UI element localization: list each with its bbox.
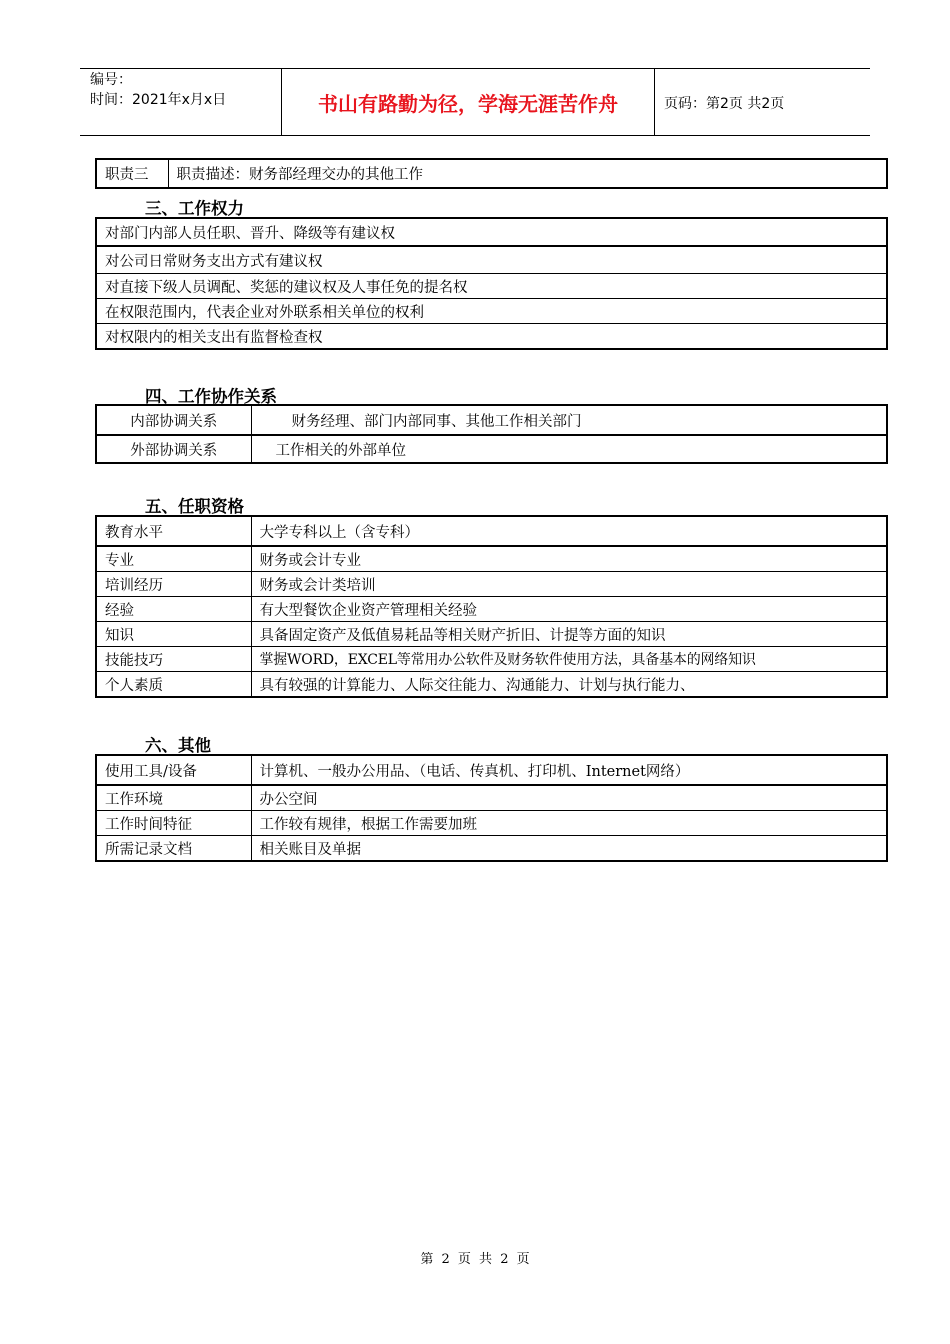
header-top-rule [80, 68, 870, 69]
table-row [96, 274, 887, 299]
authority-item: 在权限范围内，代表企业对外联系相关单位的权利 [96, 299, 887, 324]
page-footer: 第 2 页 共 2 页 [420, 1252, 530, 1267]
duty-label: 职责三 [96, 159, 168, 188]
qualification-value: 财务或会计专业 [251, 546, 887, 572]
other-label: 使用工具/设备 [96, 755, 251, 785]
qualification-value: 有大型餐饮企业资产管理相关经验 [251, 597, 887, 622]
other-label: 工作时间特征 [96, 811, 251, 836]
authority-item: 对部门内部人员任职、晋升、降级等有建议权 [96, 218, 887, 246]
qualification-label: 培训经历 [96, 572, 251, 597]
qualification-label: 知识 [96, 622, 251, 647]
qualification-value: 掌握WORD，EXCEL等常用办公软件及财务软件使用方法，具备基本的网络知识 [251, 647, 887, 672]
table-row [96, 299, 887, 324]
qualification-value: 具有较强的计算能力、人际交往能力、沟通能力、计划与执行能力、 [251, 672, 887, 698]
document-number: 编号： [90, 72, 132, 88]
table-row [96, 622, 887, 647]
duty-table [95, 158, 888, 189]
table-row [96, 218, 887, 246]
qualification-table [95, 515, 888, 698]
other-value: 工作较有规律，根据工作需要加班 [251, 811, 887, 836]
collaboration-table [95, 404, 888, 464]
table-row [96, 647, 887, 672]
collaboration-label: 内部协调关系 [96, 405, 251, 435]
collaboration-value: 工作相关的外部单位 [251, 435, 887, 463]
table-row [96, 516, 887, 546]
other-label: 所需记录文档 [96, 836, 251, 862]
document-date: 时间：2021年x月x日 [90, 92, 227, 108]
authority-item: 对公司日常财务支出方式有建议权 [96, 246, 887, 274]
qualification-label: 教育水平 [96, 516, 251, 546]
section-title: 四、工作协作关系 [145, 387, 277, 406]
other-value: 办公空间 [251, 785, 887, 811]
header-page-number: 页码：第2页 共2页 [664, 96, 785, 112]
header-motto: 书山有路勤为径，学海无涯苦作舟 [318, 92, 618, 116]
collaboration-label: 外部协调关系 [96, 435, 251, 463]
table-row [96, 546, 887, 572]
qualification-value: 具备固定资产及低值易耗品等相关财产折旧、计提等方面的知识 [251, 622, 887, 647]
header-meta [90, 70, 226, 110]
qualification-value: 财务或会计类培训 [251, 572, 887, 597]
collaboration-value: 财务经理、部门内部同事、其他工作相关部门 [251, 405, 887, 435]
table-row [96, 246, 887, 274]
qualification-label: 经验 [96, 597, 251, 622]
table-row [96, 159, 887, 188]
table-row [96, 597, 887, 622]
table-row [96, 324, 887, 350]
duty-description: 职责描述：财务部经理交办的其他工作 [168, 159, 887, 188]
table-row [96, 785, 887, 811]
authority-table [95, 217, 888, 350]
header-divider [654, 68, 655, 136]
qualification-label: 个人素质 [96, 672, 251, 698]
authority-item: 对直接下级人员调配、奖惩的建议权及人事任免的提名权 [96, 274, 887, 299]
section-title: 三、工作权力 [145, 199, 244, 218]
table-row [96, 672, 887, 698]
other-value: 计算机、一般办公用品、（电话、传真机、打印机、Internet网络） [251, 755, 887, 785]
other-value: 相关账目及单据 [251, 836, 887, 862]
other-label: 工作环境 [96, 785, 251, 811]
section-title: 六、其他 [145, 736, 211, 755]
table-row [96, 405, 887, 435]
qualification-value: 大学专科以上（含专科） [251, 516, 887, 546]
table-row [96, 572, 887, 597]
table-row [96, 435, 887, 463]
table-row [96, 836, 887, 862]
qualification-label: 专业 [96, 546, 251, 572]
other-table [95, 754, 888, 862]
authority-item: 对权限内的相关支出有监督检查权 [96, 324, 887, 350]
header-bottom-rule [80, 135, 870, 136]
table-row [96, 755, 887, 785]
qualification-label: 技能技巧 [96, 647, 251, 672]
table-row [96, 811, 887, 836]
section-title: 五、任职资格 [145, 497, 244, 516]
